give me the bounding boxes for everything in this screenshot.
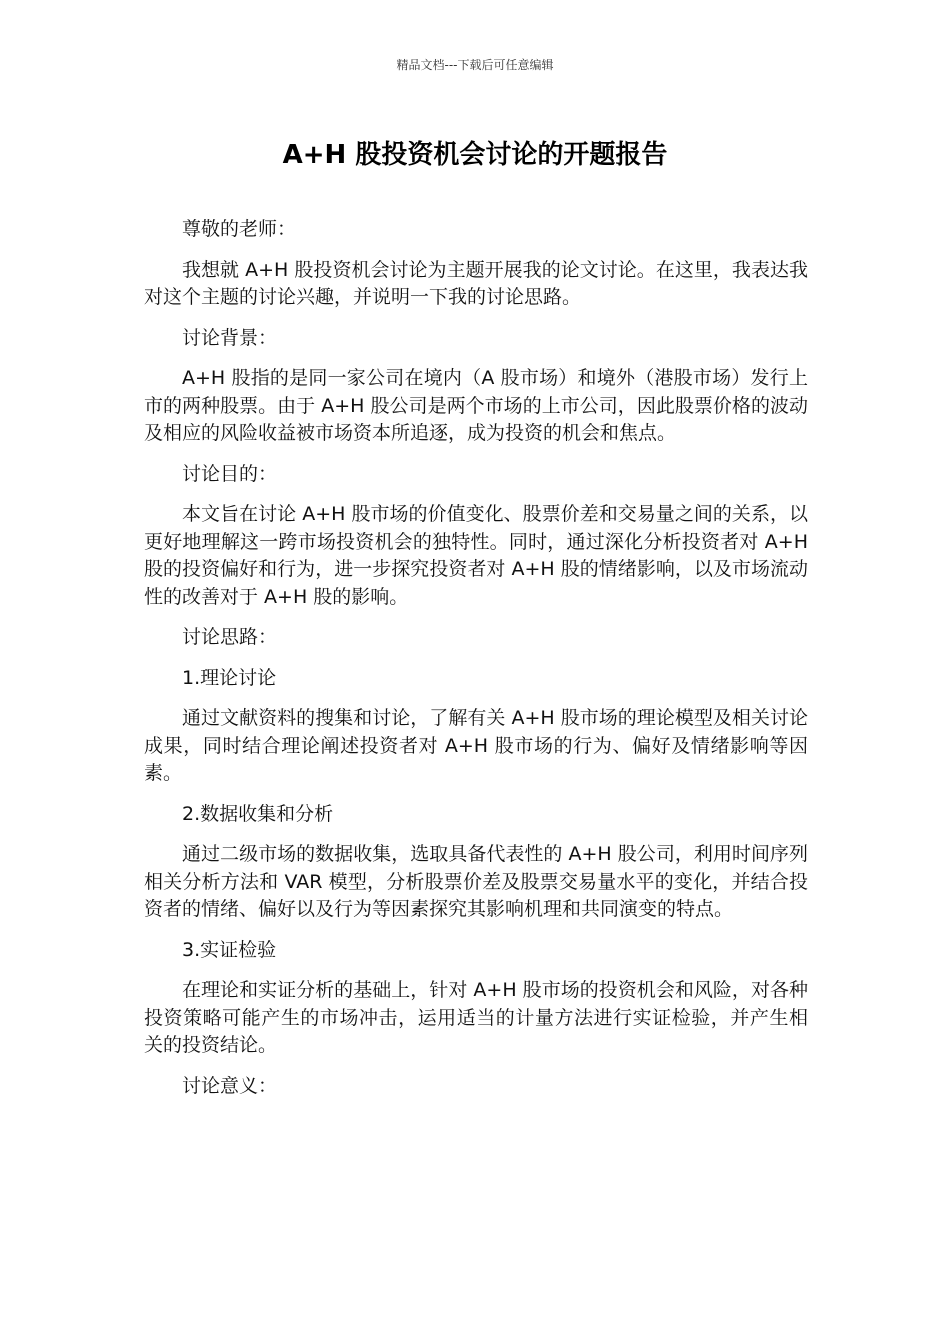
- subheading-data: 2.数据收集和分析: [182, 802, 334, 825]
- page-header: 精品文档---下载后可任意编辑: [396, 58, 554, 72]
- document-body: [144, 216, 808, 1100]
- section-heading-approach: 讨论思路：: [182, 626, 278, 648]
- section-heading-purpose: 讨论目的：: [182, 462, 278, 485]
- purpose-paragraph: 本文旨在讨论 A+H 股市场的价值变化、股票价差和交易量之间的关系，以更好地理解这一跨市场投资机会的独特性。同时，通过深化分析投资者对 A+H 股的投资偏好和行为，进一步探究投资者对 A+H 股的情绪影响，以及市场流动性的改善对于 A+H 股的影响。: [144, 503, 808, 608]
- theory-paragraph: 通过文献资料的搜集和讨论，了解有关 A+H 股市场的理论模型及相关讨论成果，同时结合理论阐述投资者对 A+H 股市场的行为、偏好及情绪影响等因素。: [144, 707, 808, 784]
- background-paragraph: A+H 股指的是同一家公司在境内（A 股市场）和境外（港股市场）发行上市的两种股票。由于 A+H 股公司是两个市场的上市公司，因此股票价格的波动及相应的风险收益被市场资本所追逐，成为投资的机会和焦点。: [144, 367, 808, 444]
- section-heading-significance: 讨论意义：: [182, 1074, 278, 1097]
- subheading-theory: 1.理论讨论: [182, 666, 277, 689]
- subheading-empirical: 3.实证检验: [182, 938, 277, 961]
- data-paragraph: 通过二级市场的数据收集，选取具备代表性的 A+H 股公司，利用时间序列相关分析方法和 VAR 模型，分析股票价差及股票交易量水平的变化，并结合投资者的情绪、偏好以及行为等因素探究其影响机理和共同演变的特点。: [144, 843, 808, 920]
- empirical-paragraph: 在理论和实证分析的基础上，针对 A+H 股市场的投资机会和风险，对各种投资策略可能产生的市场冲击，运用适当的计量方法进行实证检验，并产生相关的投资结论。: [144, 979, 808, 1056]
- section-heading-background: 讨论背景：: [182, 326, 278, 349]
- document-title: A+H 股投资机会讨论的开题报告: [282, 140, 668, 170]
- salutation: 尊敬的老师：: [182, 218, 297, 240]
- intro-paragraph: 我想就 A+H 股投资机会讨论为主题开展我的论文讨论。在这里，我表达我对这个主题的讨论兴趣，并说明一下我的讨论思路。: [144, 258, 808, 308]
